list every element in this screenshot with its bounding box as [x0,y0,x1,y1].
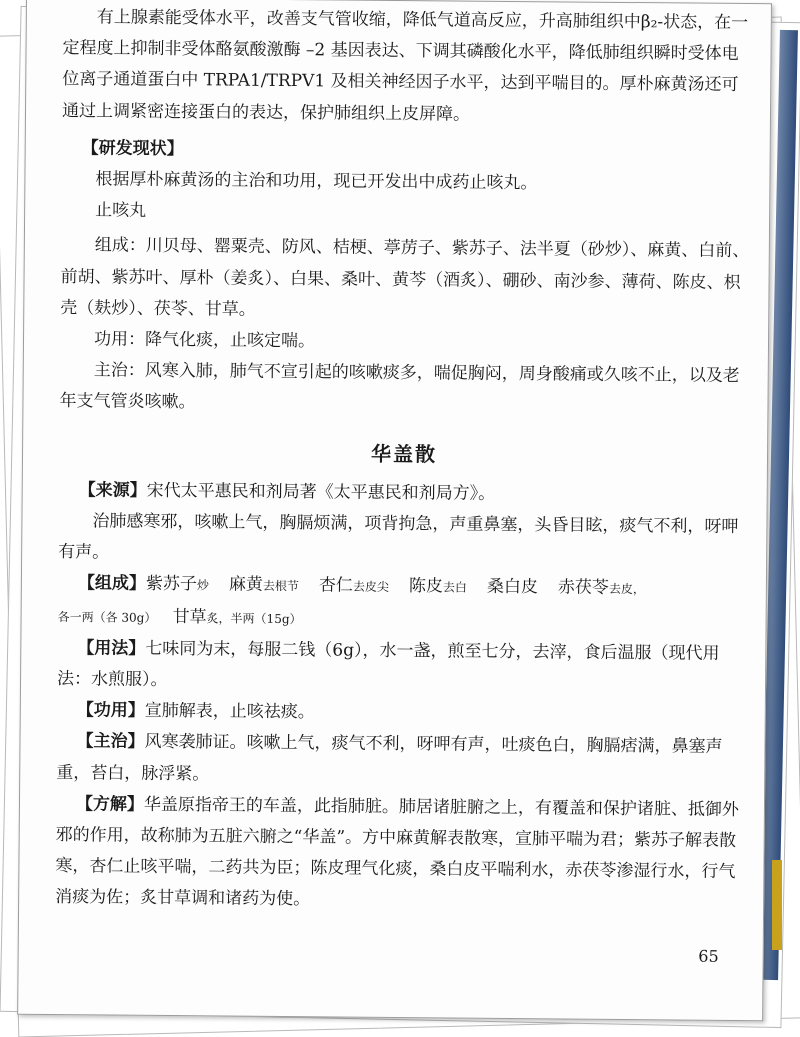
source-description: 治肺感寒邪，咳嗽上气，胸膈烦满，项背拘急，声重鼻塞，头昏目眩，痰气不利，呀呷有声。 [58,511,739,563]
herb-last-name: 甘草 [172,606,207,628]
page-content [55,2,753,920]
page-number: 65 [698,946,719,966]
source-label: 【来源】 [78,480,147,501]
function-label: 功用： [93,329,146,350]
document-page [17,0,772,1021]
herb-item: 桑白皮 [486,577,539,598]
function-text: 降气化痰，止咳定喘。 [144,329,316,352]
effect-label: 【功用】 [76,700,145,722]
herb-item: 麻黄去根节 [228,574,299,596]
composition-label: 组成： [94,235,146,257]
section-title: 华盖散 [370,441,438,466]
research-text: 根据厚朴麻黄汤的主治和功用，现已开发出中成药止咳丸。 [95,169,538,194]
herb-item: 紫苏子炒 [145,574,209,595]
usage-paragraph [57,633,748,701]
source-text: 宋代太平惠民和剂局著《太平惠民和剂局方》。 [146,480,496,504]
composition-paragraph [60,230,751,330]
product-name: 止咳丸 [95,200,147,222]
book-cover-accent [772,860,782,950]
top-paragraph: 有上腺素能受体水平，改善支气管收缩，降低气道高反应，升高肺组织中β₂-状态，在一定程度上抑制非受体酪氨酸激酶 –2 基因表达、下调其磷酸化水平，降低肺组织瞬时受体电位离子通道蛋白中 TRPA1/TRPV1 及相关神经因子水平，达到平喘目的。厚朴麻黄汤还可通过上调紧密连接蛋白的表达，保护肺组织上皮屏障。 [61,7,749,125]
analysis-text: 华盖原指帝王的车盖，此指肺脏。肺居诸脏腑之上，有覆盖和保护诸脏、抵御外邪的作用，故称肺为五脏六腑之“华盖”。方中麻黄解表散寒，宣肺平喘为君；紫苏子解表散寒，杏仁止咳平喘，二药共为臣；陈皮理气化痰，桑白皮平喘利水，赤茯苓渗湿行水，行气消痰为佐；炙甘草调和诸药为使。 [55,794,740,910]
analysis-label: 【方解】 [75,794,145,815]
research-heading: 【研发现状】 [81,138,184,159]
dose-text: 各一两（各 30g） [57,609,157,625]
effect-text: 宣肺解表，止咳祛痰。 [144,701,315,723]
herb-item: 陈皮去白 [408,576,467,597]
indication-label: 主治： [93,360,145,382]
composition-text: 川贝母、罂粟壳、防风、桔梗、葶苈子、紫苏子、法半夏（砂炒）、麻黄、白前、前胡、紫苏叶、厚朴（姜炙）、白果、桑叶、黄芩（酒炙）、硼砂、南沙参、薄荷、陈皮、枳壳（麸炒）、茯苓、甘草。 [60,236,750,320]
indication-text: 风寒入肺，肺气不宣引起的咳嗽痰多，喘促胸闷，周身酸痛或久咳不止，以及老年支气管炎咳嗽。 [59,361,740,413]
main-label: 【主治】 [76,731,145,753]
analysis-paragraph [55,789,746,920]
usage-label: 【用法】 [77,638,146,659]
usage-text: 七味同为末，每服二钱（6g），水一盏，煎至七分，去滓，食后温服（现代用法：水煎服）。 [56,638,720,691]
herb-item: 赤茯苓去皮， [557,577,646,599]
indication-paragraph [59,355,750,423]
hg-composition-label: 【组成】 [77,573,146,595]
herb-last-note: 炙，半两（15g） [206,611,302,626]
herb-item: 杏仁去皮尖 [318,575,389,597]
main-paragraph [56,727,747,795]
main-text: 风寒袭肺证。咳嗽上气，痰气不利，呀呷有声，吐痰色白，胸膈痞满，鼻塞声重，苔白，脉浮紧。 [56,732,723,785]
